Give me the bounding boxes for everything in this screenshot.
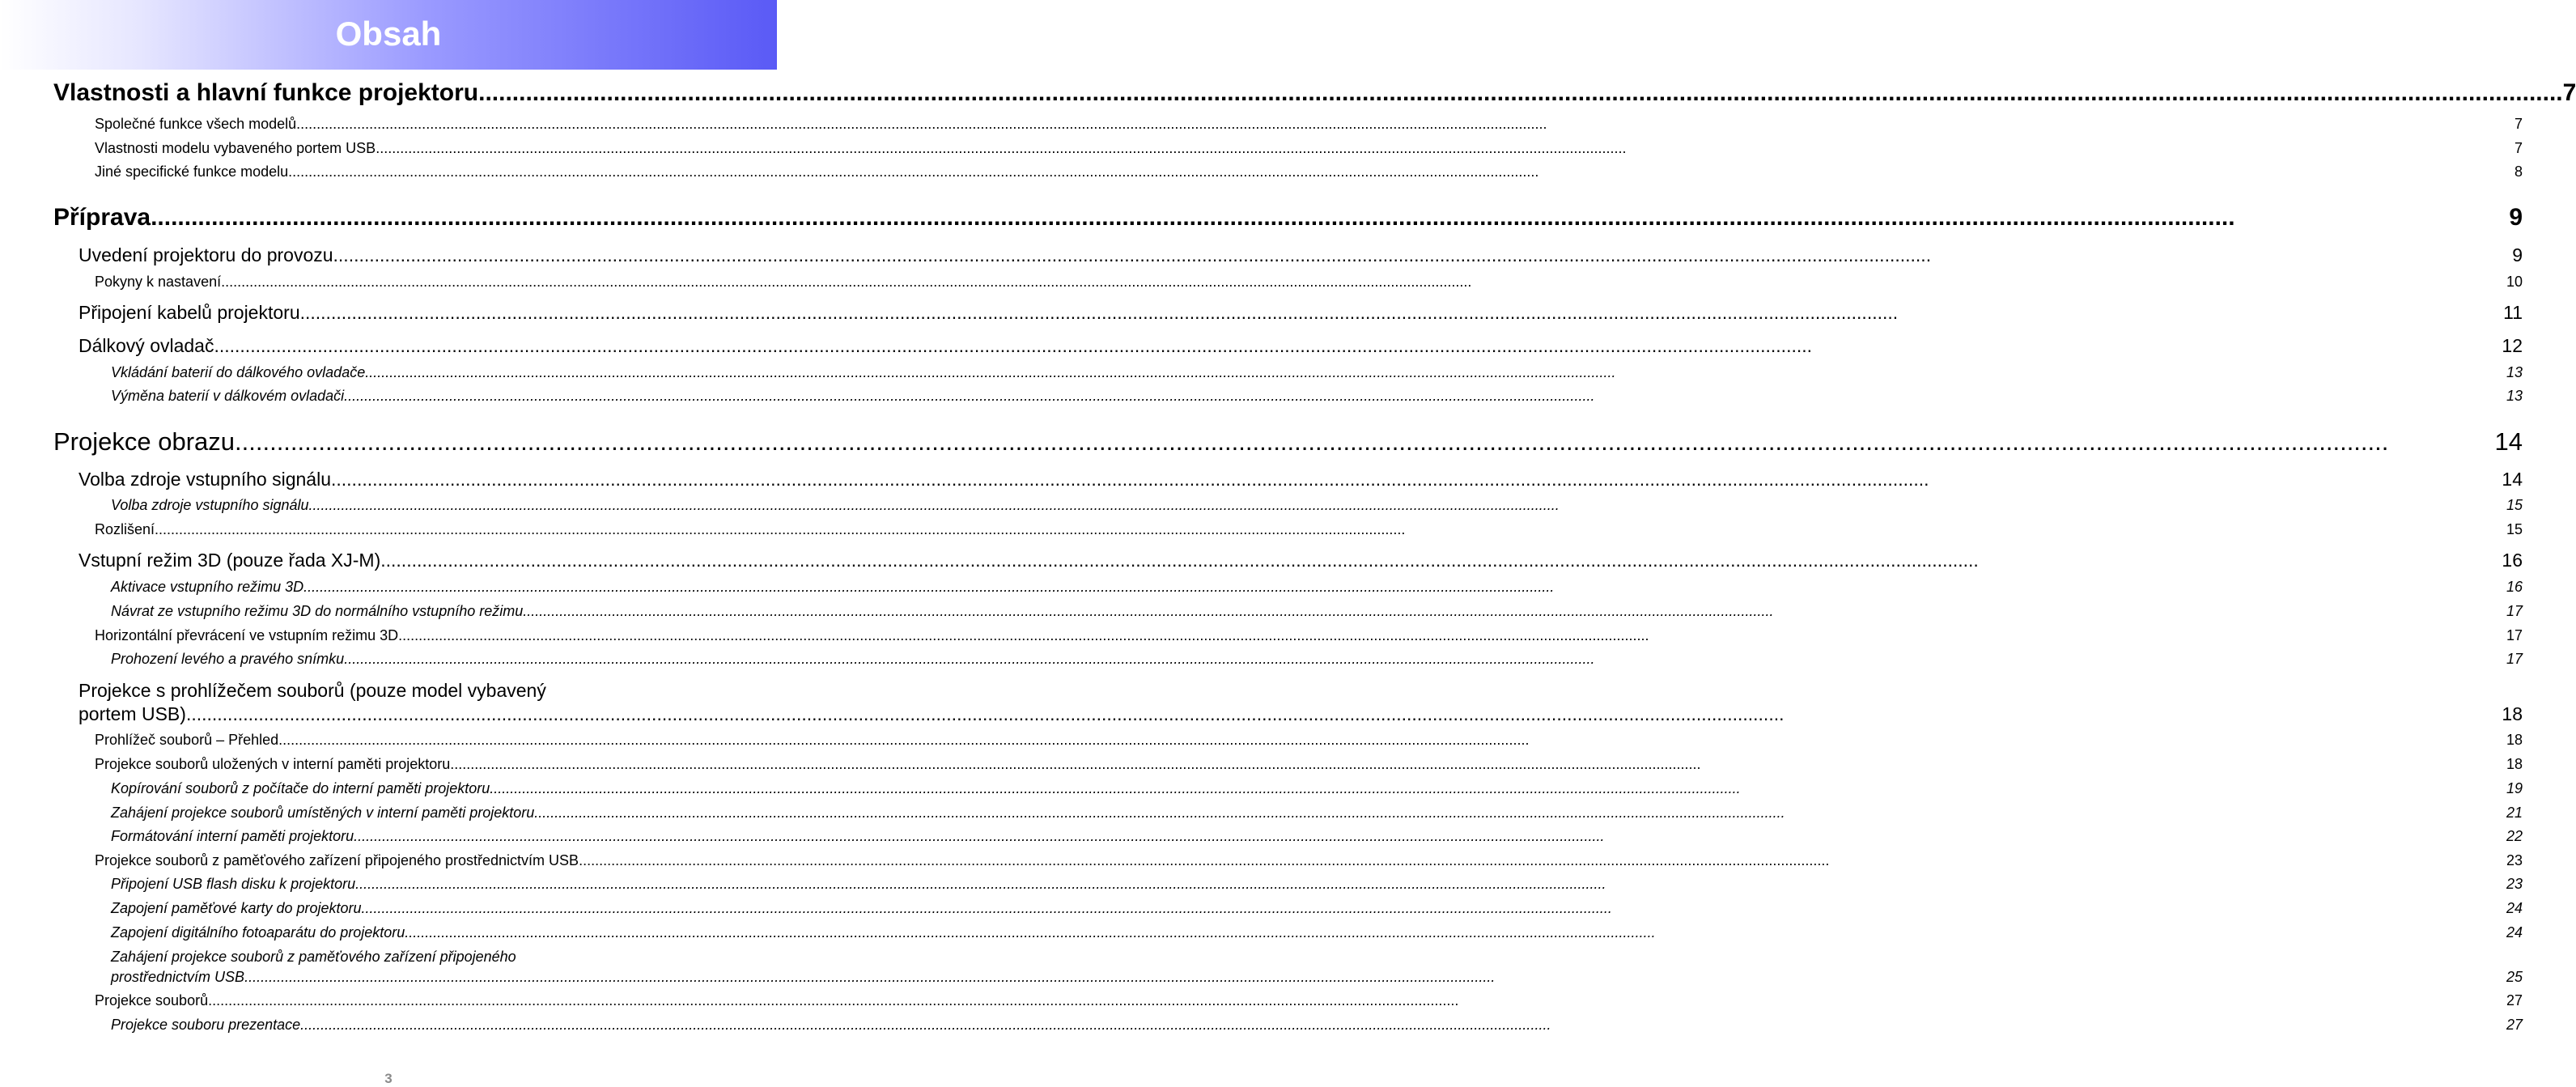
toc-leader xyxy=(155,521,2506,538)
toc-leader xyxy=(450,756,2506,773)
toc-entry[interactable] xyxy=(95,140,2523,157)
toc-entry[interactable] xyxy=(111,805,2523,822)
toc-entry-page: 23 xyxy=(2506,876,2523,892)
toc-entry-page: 18 xyxy=(2506,756,2523,772)
toc-leader xyxy=(303,579,2506,596)
toc-leader xyxy=(579,852,2506,869)
toc-entry-page: 25 xyxy=(2506,969,2523,985)
toc-leader xyxy=(478,79,2563,107)
toc-leader xyxy=(490,780,2506,797)
toc-entry[interactable] xyxy=(79,703,2523,725)
toc-entry[interactable] xyxy=(111,969,2523,986)
toc-leader xyxy=(333,244,2513,266)
toc-entry-page: 18 xyxy=(2502,703,2523,724)
toc-entry-page: 16 xyxy=(2502,550,2523,571)
toc-entry-first-line[interactable]: Projekce s prohlížečem souborů (pouze model vybavený xyxy=(79,680,546,701)
toc-entry-title: Volba zdroje vstupního signálu xyxy=(79,469,331,490)
toc-entry[interactable] xyxy=(79,550,2523,571)
toc-entry[interactable] xyxy=(79,469,2523,490)
toc-leader xyxy=(221,274,2506,291)
toc-entry-title: Projekce souborů xyxy=(95,992,209,1008)
toc-entry[interactable] xyxy=(111,900,2523,917)
toc-entry[interactable] xyxy=(95,274,2523,291)
toc-entry-page: 16 xyxy=(2506,579,2523,595)
toc-entry[interactable] xyxy=(95,627,2523,644)
toc-leader xyxy=(398,627,2506,644)
toc-entry-page: 10 xyxy=(2506,274,2523,290)
toc-leader xyxy=(523,603,2506,620)
toc-leader xyxy=(355,876,2506,893)
toc-leader xyxy=(365,364,2506,381)
toc-leader xyxy=(186,703,2502,725)
toc-entry-page: 12 xyxy=(2502,335,2523,356)
toc-entry[interactable] xyxy=(95,116,2523,133)
toc-entry-title: portem USB) xyxy=(79,703,186,724)
toc-entry-title: Vkládání baterií do dálkového ovladače xyxy=(111,364,366,380)
toc-entry-title: Vlastnosti modelu vybaveného portem USB xyxy=(95,140,376,156)
toc-entry-title: Rozlišení xyxy=(95,521,155,537)
toc-leader xyxy=(331,469,2502,490)
toc-entry[interactable] xyxy=(111,579,2523,596)
toc-entry-page: 11 xyxy=(2503,302,2523,323)
toc-entry-page: 15 xyxy=(2506,497,2523,513)
toc-entry-page: 9 xyxy=(2512,244,2523,265)
toc-entry-title: Příprava xyxy=(53,204,151,231)
toc-entry[interactable] xyxy=(111,364,2523,381)
toc-entry-title: Připojení kabelů projektoru xyxy=(79,302,300,323)
toc-entry-page: 14 xyxy=(2502,469,2523,490)
toc-entry[interactable] xyxy=(95,852,2523,869)
toc-entry-title: Projekce souborů z paměťového zařízení připojeného prostřednictvím USB xyxy=(95,852,579,868)
toc-entry-page: 8 xyxy=(2514,163,2523,180)
toc-entry-page: 22 xyxy=(2506,828,2523,844)
toc-entry[interactable] xyxy=(79,244,2523,266)
toc-entry-page: 14 xyxy=(2494,427,2523,456)
toc-entry-title: Prohození levého a pravého snímku xyxy=(111,651,345,667)
toc-entry-title: Formátování interní paměti projektoru xyxy=(111,828,354,844)
toc-entry-title: Dálkový ovladač xyxy=(79,335,214,356)
toc-leader xyxy=(244,969,2506,986)
toc-entry-title: Jiné specifické funkce modelu xyxy=(95,163,289,180)
toc-entry-title: Kopírování souborů z počítače do interní paměti projektoru xyxy=(111,780,490,796)
toc-entry-title: Horizontální převrácení ve vstupním režimu 3D xyxy=(95,627,399,643)
toc-entry[interactable] xyxy=(111,828,2523,845)
toc-entry-page: 17 xyxy=(2506,603,2523,619)
toc-entry-title: Vstupní režim 3D (pouze řada XJ-M) xyxy=(79,550,381,571)
toc-entry-title: Projekce souboru prezentace xyxy=(111,1017,301,1033)
toc-entry[interactable] xyxy=(95,756,2523,773)
toc-entry-title: Projekce obrazu xyxy=(53,427,236,456)
toc-entry-page: 15 xyxy=(2506,521,2523,537)
toc-entry[interactable] xyxy=(111,924,2523,941)
toc-leader xyxy=(405,924,2506,941)
toc-leader xyxy=(344,651,2506,668)
toc-entry[interactable] xyxy=(111,497,2523,514)
toc-entry-page: 24 xyxy=(2506,900,2523,916)
toc-entry-title: Vlastnosti a hlavní funkce projektoru xyxy=(53,79,479,106)
toc-entry[interactable] xyxy=(111,651,2523,668)
toc-entry[interactable] xyxy=(95,992,2523,1009)
toc-entry-page: 18 xyxy=(2506,732,2523,748)
toc-leader xyxy=(214,335,2502,357)
toc-entry-page: 13 xyxy=(2506,364,2523,380)
toc-entry-title: Projekce souborů uložených v interní paměti projektoru xyxy=(95,756,451,772)
toc-entry[interactable] xyxy=(95,163,2523,180)
toc-entry-page: 9 xyxy=(2509,204,2523,231)
toc-leader xyxy=(235,427,2495,456)
toc-entry-title: Zapojení digitálního fotoaparátu do projektoru xyxy=(111,924,405,941)
toc-entry-title: Pokyny k nastavení xyxy=(95,274,222,290)
toc-leader xyxy=(300,302,2504,324)
toc-entry[interactable] xyxy=(111,1017,2523,1034)
toc-entry-title: Aktivace vstupního režimu 3D xyxy=(111,579,304,595)
toc-leader xyxy=(362,900,2506,917)
toc-entry-page: 21 xyxy=(2506,805,2523,821)
toc-leader xyxy=(534,805,2506,822)
toc-entry-page: 27 xyxy=(2506,1017,2523,1033)
toc-leader xyxy=(344,388,2506,405)
toc-entry[interactable] xyxy=(95,521,2523,538)
toc-entry[interactable] xyxy=(53,204,2523,231)
toc-entry[interactable] xyxy=(79,302,2523,324)
toc-entry[interactable] xyxy=(111,603,2523,620)
toc-leader xyxy=(296,116,2514,133)
toc-entry-page: 7 xyxy=(2514,116,2523,132)
toc-entry-page: 19 xyxy=(2506,780,2523,796)
toc-entry-page: 7 xyxy=(2514,140,2523,156)
toc-entry-first-line[interactable]: Zahájení projekce souborů z paměťového zařízení připojeného xyxy=(111,949,516,965)
toc-entry-title: Společné funkce všech modelů xyxy=(95,116,297,132)
toc-entry-page: 17 xyxy=(2506,651,2523,667)
toc-entry-title: Návrat ze vstupního režimu 3D do normálního vstupního režimu xyxy=(111,603,524,619)
toc-entry-title: Volba zdroje vstupního signálu xyxy=(111,497,309,513)
toc-entry-page: 13 xyxy=(2506,388,2523,404)
toc-leader xyxy=(300,1017,2506,1034)
toc-leader xyxy=(354,828,2506,845)
toc-entry-page: 23 xyxy=(2506,852,2523,868)
toc-entry[interactable] xyxy=(53,79,2576,107)
toc-entry-page: 7 xyxy=(2562,79,2576,106)
toc-entry-page: 24 xyxy=(2506,924,2523,941)
toc-entry-title: Zapojení paměťové karty do projektoru xyxy=(111,900,362,916)
toc-entry-title: Výměna baterií v dálkovém ovladači xyxy=(111,388,345,404)
toc-leader xyxy=(288,163,2514,180)
toc-entry-title: Uvedení projektoru do provozu xyxy=(79,244,333,265)
toc-entry-page: 27 xyxy=(2506,992,2523,1008)
toc-leader xyxy=(309,497,2506,514)
toc-leader xyxy=(380,550,2502,571)
toc-entry[interactable] xyxy=(111,388,2523,405)
toc-entry-title: Prohlížeč souborů – Přehled xyxy=(95,732,279,748)
toc-entry[interactable] xyxy=(111,780,2523,797)
toc-leader xyxy=(208,992,2506,1009)
toc-entry-title: Zahájení projekce souborů umístěných v interní paměti projektoru xyxy=(111,805,535,821)
toc-entry[interactable] xyxy=(95,732,2523,749)
toc-leader xyxy=(278,732,2506,749)
toc-entry-title: Připojení USB flash disku k projektoru xyxy=(111,876,356,892)
toc-entry-page: 17 xyxy=(2506,627,2523,643)
toc-leader xyxy=(376,140,2514,157)
toc-entry-title: prostřednictvím USB xyxy=(111,969,245,985)
toc-entry[interactable] xyxy=(111,876,2523,893)
page-title: Obsah xyxy=(335,15,442,53)
toc-leader xyxy=(151,204,2509,231)
toc-entry[interactable] xyxy=(79,335,2523,357)
page-number: 3 xyxy=(384,1071,393,1086)
toc-entry[interactable] xyxy=(53,427,2523,456)
